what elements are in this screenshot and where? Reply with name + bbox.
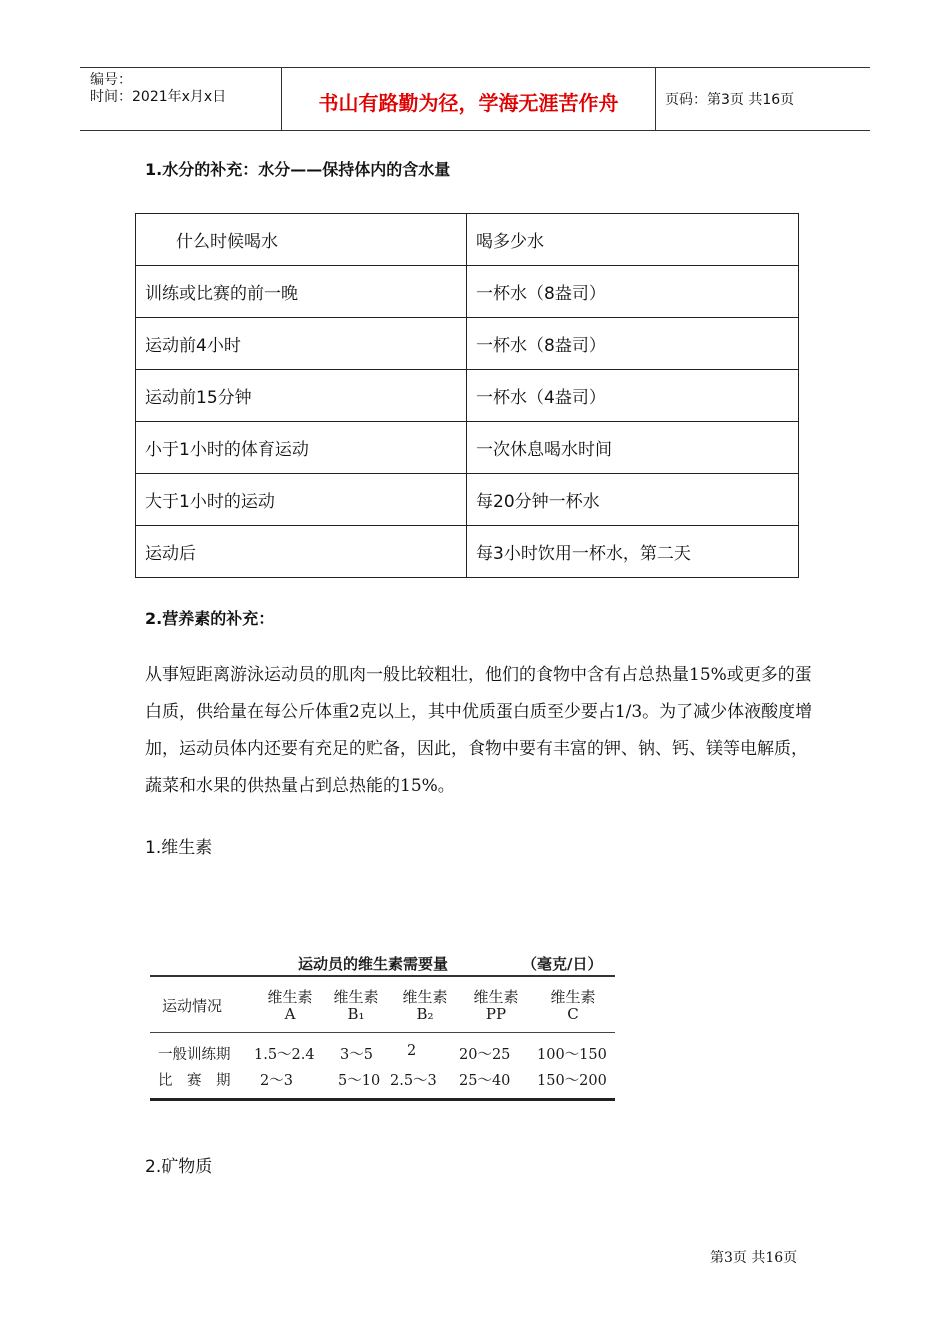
vitamin-cell: 一般训练期 (158, 1047, 231, 1063)
table-header-row (136, 214, 799, 266)
table-rule (150, 975, 615, 977)
table-row (136, 474, 799, 526)
vitamin-cell: 25～40 (459, 1073, 511, 1089)
header-motto: 书山有路勤为径，学海无涯苦作舟 (318, 91, 619, 115)
table-row (136, 526, 799, 578)
vitamin-col-header-suffix: B₁ (347, 1005, 365, 1023)
vitamin-cell: 比 赛 期 (158, 1073, 231, 1089)
vitamin-col-header-line: 维生素 (473, 988, 519, 1006)
table-cell: 一次休息喝水时间 (467, 422, 799, 474)
page-header (80, 67, 870, 131)
body-paragraph: 从事短距离游泳运动员的肌肉一般比较粗壮，他们的食物中含有占总热量15%或更多的蛋白质，供给量在每公斤体重2克以上，其中优质蛋白质至少要占1/3。为了减少体液酸度增加，运动员体内还要有充足的贮备，因此，食物中要有丰富的钾、钠、钙、镁等电解质，蔬菜和水果的供热量占到总热能的15%。 (145, 665, 813, 796)
vitamin-table-image (150, 945, 615, 1105)
table-cell: 一杯水（8盎司） (467, 266, 799, 318)
header-meta (80, 68, 281, 130)
table-rule (150, 1098, 615, 1101)
vitamin-cell: 3～5 (340, 1047, 373, 1063)
vitamin-col-header-line: 维生素 (550, 988, 596, 1006)
vitamin-col-header (543, 989, 603, 1023)
header-page-label: 页码：第3页 共16页 (665, 92, 795, 108)
table-cell: 每20分钟一杯水 (467, 474, 799, 526)
vitamin-cell: 1.5～2.4 (254, 1047, 315, 1063)
table-rule (150, 1032, 615, 1033)
subsection-minerals: 2.矿物质 (145, 1157, 213, 1177)
header-page-cell (655, 68, 870, 130)
doc-code-label: 编号： (90, 72, 132, 88)
water-table (135, 213, 799, 578)
vitamin-col-header (260, 989, 320, 1023)
subsection-vitamins: 1.维生素 (145, 838, 213, 858)
vitamin-col-header-suffix: C (567, 1005, 579, 1023)
table-cell: 每3小时饮用一杯水，第二天 (467, 526, 799, 578)
vitamin-cell: 2～3 (260, 1073, 293, 1089)
vitamin-col-header-line: 维生素 (333, 988, 379, 1006)
vitamin-cell: 20～25 (459, 1047, 511, 1063)
section-water-title: 1.水分的补充：水分——保持体内的含水量 (145, 160, 451, 179)
table-row (136, 318, 799, 370)
vitamin-cell: 5～10 (338, 1073, 381, 1089)
table-header-cell: 什么时候喝水 (136, 214, 467, 266)
table-row (136, 422, 799, 474)
vitamin-col-header-line: 维生素 (402, 988, 448, 1006)
vitamin-col-header (466, 989, 526, 1023)
table-cell: 小于1小时的体育运动 (136, 422, 467, 474)
doc-time-label: 时间：2021年x月x日 (90, 89, 227, 105)
table-header-cell: 喝多少水 (467, 214, 799, 266)
vitamin-col-header-suffix: B₂ (416, 1005, 434, 1023)
section-nutrient-title: 2.营养素的补充： (145, 609, 275, 628)
vitamin-col-header-line: 维生素 (267, 988, 313, 1006)
table-cell: 大于1小时的运动 (136, 474, 467, 526)
vitamin-cell: 100～150 (537, 1047, 607, 1063)
table-cell: 运动前15分钟 (136, 370, 467, 422)
vitamin-col-header-suffix: A (284, 1005, 296, 1023)
table-cell: 一杯水（8盎司） (467, 318, 799, 370)
vitamin-col-header: 运动情况 (162, 997, 223, 1015)
vitamin-table-title: 运动员的维生素需要量 (298, 955, 449, 973)
table-cell: 一杯水（4盎司） (467, 370, 799, 422)
vitamin-cell: 2.5～3 (390, 1073, 437, 1089)
table-cell: 训练或比赛的前一晚 (136, 266, 467, 318)
header-motto-cell (281, 68, 656, 130)
vitamin-cell: 150～200 (537, 1073, 607, 1089)
vitamin-col-header (326, 989, 386, 1023)
table-row (136, 266, 799, 318)
vitamin-col-header (395, 989, 455, 1023)
page-footer: 第3页 共16页 (710, 1250, 798, 1266)
vitamin-cell: 2 (407, 1043, 417, 1059)
vitamin-col-header-suffix: PP (485, 1005, 507, 1023)
table-row (136, 370, 799, 422)
table-cell: 运动前4小时 (136, 318, 467, 370)
table-cell: 运动后 (136, 526, 467, 578)
vitamin-table-unit: （毫克/日） (522, 955, 603, 973)
